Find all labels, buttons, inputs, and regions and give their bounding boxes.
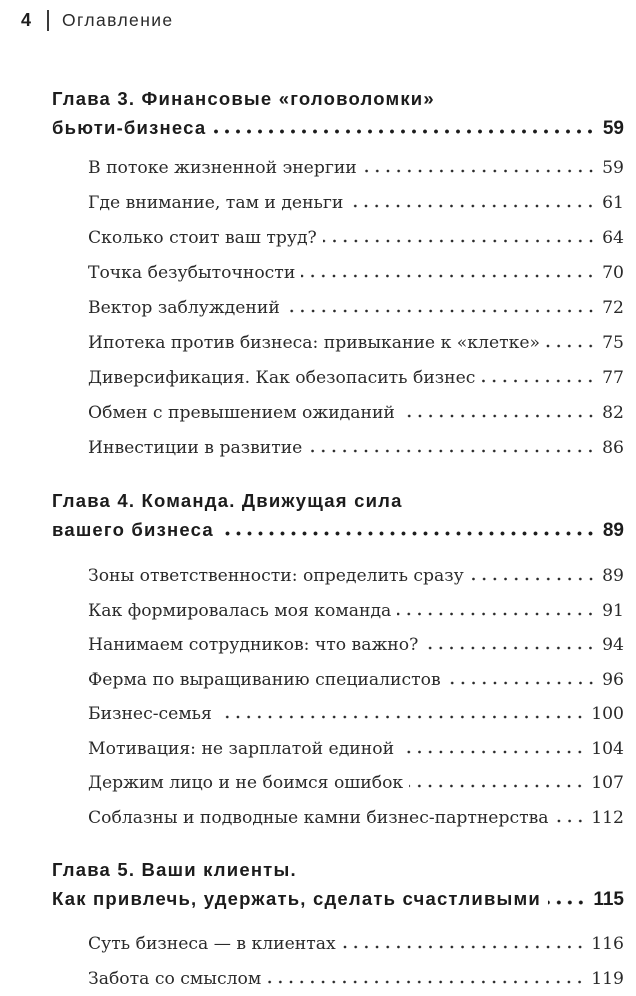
toc-entry (88, 291, 624, 326)
entry-title: Ипотека против бизнеса: привыкание к «клетке» (88, 333, 541, 353)
entry-title: Обмен с превышением ожиданий (88, 403, 395, 423)
dot-leader (308, 449, 596, 453)
toc-entry (88, 361, 624, 396)
entry-page-number: 107 (591, 773, 624, 793)
dot-leader (301, 274, 596, 278)
toc-entry (88, 962, 624, 996)
dot-leader (363, 169, 596, 173)
dot-leader (349, 204, 596, 208)
chapter-title-line2: бьюти-бизнеса (52, 116, 207, 138)
chapter-3 (52, 85, 624, 466)
chapter-title-row (52, 516, 624, 546)
dot-leader (400, 750, 585, 754)
entry-page-number: 82 (602, 403, 624, 423)
entry-page-number: 77 (602, 368, 624, 388)
entry-page-number: 119 (591, 968, 624, 989)
toc-entry (88, 186, 624, 221)
running-head-title: Оглавление (62, 10, 174, 30)
entry-page-number: 59 (602, 158, 624, 178)
entry-title: Где внимание, там и деньги (88, 193, 344, 213)
toc-entry (88, 663, 624, 698)
chapter-title-row (52, 114, 624, 144)
entry-title: Диверсификация. Как обезопасить бизнес (88, 368, 476, 388)
toc-entry (88, 927, 624, 962)
chapter-title-line1: Глава 4. Команда. Движущая сила (52, 490, 403, 511)
toc-entry (88, 396, 624, 431)
toc-entry (88, 221, 624, 256)
chapter-title-line2: вашего бизнеса (52, 518, 214, 540)
toc-entry (88, 697, 624, 732)
entry-title: Точка безубыточности (88, 263, 296, 283)
toc-entry (88, 594, 624, 629)
entry-title: Бизнес-семья (88, 704, 212, 724)
toc-entry (88, 326, 624, 361)
toc-entry (88, 732, 624, 767)
dot-leader (447, 681, 596, 685)
entry-page-number: 91 (602, 600, 624, 621)
entry-title: Держим лицо и не боимся ошибок (88, 773, 404, 793)
running-head-divider (47, 10, 49, 31)
dot-leader (546, 344, 596, 348)
dot-leader (548, 900, 586, 905)
dot-leader (424, 646, 596, 650)
dot-leader (555, 819, 586, 823)
chapter-title-row (52, 885, 624, 915)
dot-leader (221, 531, 596, 536)
dot-leader (481, 379, 596, 383)
toc-entry (88, 628, 624, 663)
dot-leader (267, 980, 585, 984)
dot-leader (409, 784, 585, 788)
dot-leader (218, 715, 585, 719)
dot-leader (401, 414, 596, 418)
entry-page-number: 96 (602, 669, 624, 690)
entry-title: Мотивация: не зарплатой единой (88, 738, 395, 759)
dot-leader (342, 945, 585, 949)
entry-page-number: 104 (591, 738, 624, 759)
page-number: 4 (21, 10, 32, 30)
entry-page-number: 94 (602, 635, 624, 655)
dot-leader (286, 309, 596, 313)
entry-page-number: 112 (591, 807, 624, 828)
chapter-title-line2: Как привлечь, удержать, сделать счастливыми (52, 887, 542, 909)
toc-entry (88, 559, 624, 594)
entry-title: Вектор заблуждений (88, 298, 280, 318)
chapter-title-line1: Глава 5. Ваши клиенты. (52, 859, 297, 880)
entry-page-number: 75 (602, 333, 624, 353)
chapter-title-line1: Глава 3. Финансовые «головоломки» (52, 88, 435, 109)
entry-page-number: 116 (591, 934, 624, 954)
toc-entry (88, 801, 624, 836)
entry-page-number: 61 (602, 193, 624, 213)
dot-leader (397, 612, 596, 616)
toc-entry (88, 151, 624, 186)
chapter-page-number: 59 (602, 117, 624, 139)
chapter-page-number: 89 (602, 519, 624, 541)
entry-list (88, 559, 624, 835)
chapter-page-number: 115 (593, 888, 624, 910)
toc-entry (88, 256, 624, 291)
entry-title: В потоке жизненной энергии (88, 158, 357, 178)
entry-page-number: 64 (602, 228, 624, 248)
toc-entry (88, 766, 624, 801)
entry-title: Инвестиции в развитие (88, 438, 303, 458)
entry-title: Соблазны и подводные камни бизнес-партнерства (88, 807, 549, 828)
entry-title: Сколько стоит ваш труд? (88, 228, 317, 248)
chapter-4 (52, 487, 624, 835)
entry-title: Забота со смыслом (88, 968, 262, 989)
dot-leader (323, 239, 596, 243)
entry-page-number: 100 (591, 704, 624, 724)
entry-list (88, 151, 624, 466)
dot-leader (213, 129, 596, 134)
dot-leader (470, 577, 596, 581)
toc-entry (88, 431, 624, 466)
entry-page-number: 89 (602, 566, 624, 586)
entry-title: Зоны ответственности: определить сразу (88, 566, 464, 586)
chapter-5 (52, 856, 624, 996)
entry-list (88, 927, 624, 996)
entry-page-number: 72 (602, 298, 624, 318)
entry-title: Суть бизнеса — в клиентах (88, 934, 336, 954)
entry-title: Нанимаем сотрудников: что важно? (88, 635, 419, 655)
entry-page-number: 70 (602, 263, 624, 283)
entry-page-number: 86 (602, 438, 624, 458)
entry-title: Как формировалась моя команда (88, 600, 392, 621)
entry-title: Ферма по выращиванию специалистов (88, 669, 441, 690)
